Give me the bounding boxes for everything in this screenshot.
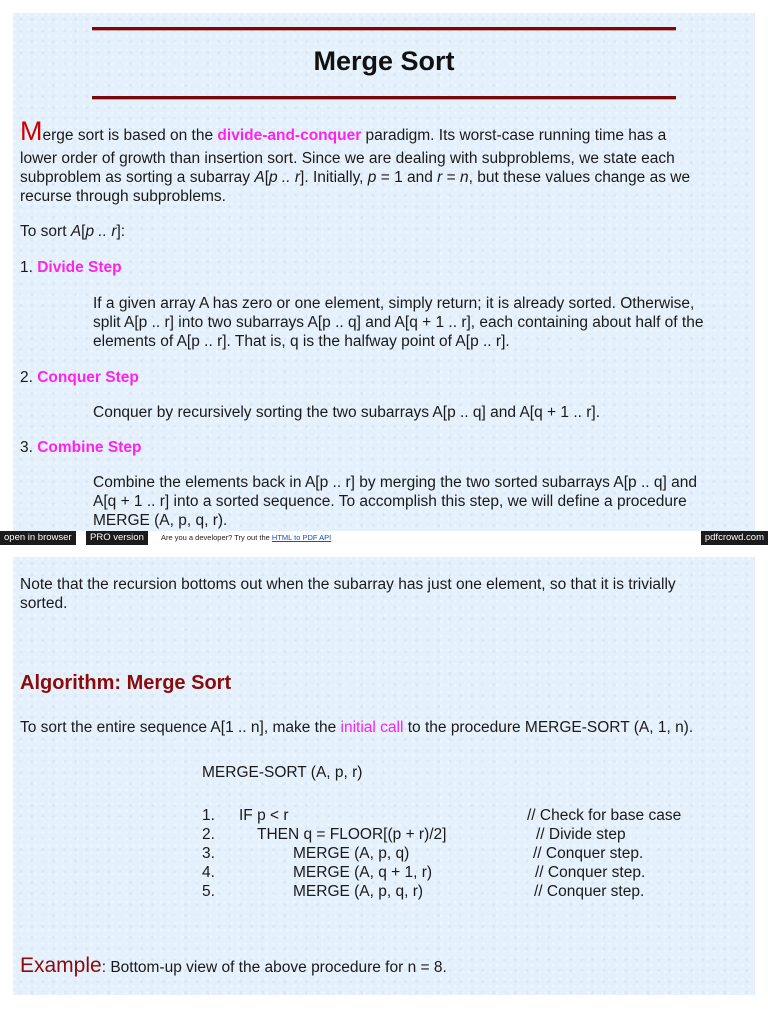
- algo-comment-2: // Divide step: [536, 826, 626, 843]
- algo-code-5: MERGE (A, p, q, r): [293, 883, 424, 900]
- procedure-header: MERGE-SORT (A, p, r): [202, 764, 363, 781]
- algo-comment-3: // Conquer step.: [533, 845, 644, 862]
- step-1-heading: 1. Divide Step: [20, 259, 122, 276]
- html-to-pdf-api-link[interactable]: HTML to PDF API: [271, 533, 332, 542]
- developer-note: Are you a developer? Try out the HTML to PDF API: [161, 533, 332, 542]
- step-3-line-3: MERGE (A, p, q, r).: [93, 512, 228, 529]
- algo-comment-4: // Conquer step.: [535, 864, 646, 881]
- title-top-rule: [92, 27, 676, 30]
- algo-num-5: 5.: [202, 883, 215, 900]
- divide-and-conquer-link[interactable]: divide-and-conquer: [217, 127, 362, 144]
- example-line: Example: Bottom-up view of the above procedure for n = 8.: [20, 954, 447, 977]
- intro-line-3: subproblem as sorting a subarray A[p .. r]. Initially, p = 1 and r = n, but these values change as we: [20, 169, 691, 186]
- algo-code-2: THEN q = FLOOR[(p + r)/2]: [257, 826, 447, 843]
- page-2: [13, 557, 755, 995]
- initial-call-line: To sort the entire sequence A[1 .. n], make the initial call to the procedure MERGE-SORT (A, 1, n).: [20, 719, 694, 736]
- open-in-browser-button[interactable]: open in browser: [0, 531, 76, 545]
- example-label: Example: [20, 954, 102, 977]
- algo-num-1: 1.: [202, 807, 215, 824]
- intro-line-4: recurse through subproblems.: [20, 188, 226, 205]
- pro-version-button[interactable]: PRO version: [86, 531, 148, 545]
- step-3-line-2: A[q + 1 .. r] into a sorted sequence. To accomplish this step, we will define a procedure: [93, 493, 687, 510]
- algo-code-1: IF p < r: [239, 807, 289, 824]
- step-3-line-1: Combine the elements back in A[p .. r] by merging the two sorted subarrays A[p .. q] and: [93, 474, 697, 491]
- step-2-heading: 2. Conquer Step: [20, 369, 139, 386]
- algo-num-4: 4.: [202, 864, 215, 881]
- algo-code-4: MERGE (A, q + 1, r): [293, 864, 433, 881]
- algo-comment-5: // Conquer step.: [534, 883, 645, 900]
- divide-step-link[interactable]: Divide Step: [37, 259, 122, 276]
- algo-num-3: 3.: [202, 845, 215, 862]
- drop-cap: M: [20, 116, 43, 146]
- to-sort-line: To sort A[p .. r]:: [20, 223, 126, 240]
- algo-comment-1: // Check for base case: [527, 807, 682, 824]
- step-3-heading: 3. Combine Step: [20, 439, 142, 456]
- combine-step-link[interactable]: Combine Step: [37, 439, 142, 456]
- initial-call-link[interactable]: initial call: [340, 719, 404, 736]
- note-line-1: Note that the recursion bottoms out when the subarray has just one element, so that it is trivially: [20, 576, 676, 593]
- step-1-line-2: split A[p .. r] into two subarrays A[p .. q] and A[q + 1 .. r], each containing about half of the: [93, 314, 704, 331]
- intro-line-2: lower order of growth than insertion sort. Since we are dealing with subproblems, we state each: [20, 150, 675, 167]
- page-title: Merge Sort: [313, 46, 455, 76]
- pdfcrowd-bar: [0, 531, 768, 545]
- algorithm-heading: Algorithm: Merge Sort: [20, 672, 232, 694]
- step-2-line-1: Conquer by recursively sorting the two subarrays A[p .. q] and A[q + 1 .. r].: [93, 404, 601, 421]
- algo-code-3: MERGE (A, p, q): [293, 845, 410, 862]
- conquer-step-link[interactable]: Conquer Step: [37, 369, 139, 386]
- step-1-line-3: elements of A[p .. r]. That is, q is the halfway point of A[p .. r].: [93, 333, 510, 350]
- title-bottom-rule: [92, 96, 676, 99]
- algo-num-2: 2.: [202, 826, 215, 843]
- note-line-2: sorted.: [20, 595, 68, 612]
- step-1-line-1: If a given array A has zero or one element, simply return; it is already sorted. Otherwise,: [93, 295, 695, 312]
- pdfcrowd-brand-button[interactable]: pdfcrowd.com: [701, 531, 768, 545]
- intro-line-1: Merge sort is based on the divide-and-conquer paradigm. Its worst-case running time has a: [20, 116, 667, 146]
